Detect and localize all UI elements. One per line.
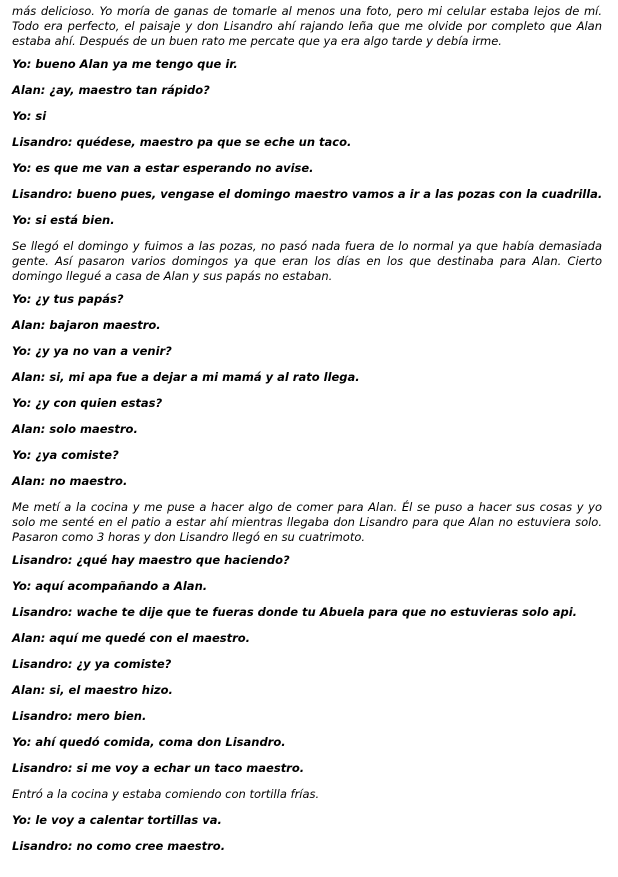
- dialogue-line: Lisandro: mero bien.: [12, 709, 147, 723]
- dialogue-line: Yo: ¿y ya no van a venir?: [12, 344, 172, 358]
- dialogue-line: Lisandro: ¿y ya comiste?: [12, 657, 172, 671]
- dialogue-line: Yo: bueno Alan ya me tengo que ir.: [12, 57, 238, 71]
- dialogue-line: Alan: bajaron maestro.: [12, 318, 161, 332]
- narrative-line: Entró a la cocina y estaba comiendo con tortilla frías.: [12, 787, 320, 801]
- dialogue-line: Lisandro: quédese, maestro pa que se eche un taco.: [12, 135, 352, 149]
- document-page: [12, 4, 602, 865]
- dialogue-line: Yo: es que me van a estar esperando no avise.: [12, 161, 314, 175]
- dialogue-line: Lisandro: ¿qué hay maestro que haciendo?: [12, 553, 290, 567]
- dialogue-line: Alan: ¿ay, maestro tan rápido?: [12, 83, 210, 97]
- dialogue-line: Yo: ¿y tus papás?: [12, 292, 124, 306]
- narrative-paragraph: Se llegó el domingo y fuimos a las pozas, no pasó nada fuera de lo normal ya que había demasiada gente. Así pasaron varios domingos ya que eran los días en los que destinaba para Alan. Cierto domingo llegué a casa de Alan y sus papás no estaban.: [12, 239, 602, 283]
- dialogue-line: Yo: ahí quedó comida, coma don Lisandro.: [12, 735, 286, 749]
- dialogue-line: Alan: solo maestro.: [12, 422, 138, 436]
- narrative-paragraph: Me metí a la cocina y me puse a hacer algo de comer para Alan. Él se puso a hacer sus cosas y yo solo me senté en el patio a estar ahí mientras llegaba don Lisandro para que Alan no estuviera solo. Pasaron como 3 horas y don Lisandro llegó en su cuatrimoto.: [12, 500, 602, 544]
- narrative-paragraph: más delicioso. Yo moría de ganas de tomarle al menos una foto, pero mi celular estaba lejos de mí. Todo era perfecto, el paisaje y don Lisandro ahí rajando leña que me olvide por completo que Alan estaba ahí. Después de un buen rato me percate que ya era algo tarde y debía irme.: [12, 4, 602, 48]
- dialogue-line: Lisandro: si me voy a echar un taco maestro.: [12, 761, 305, 775]
- dialogue-line: Alan: si, el maestro hizo.: [12, 683, 173, 697]
- dialogue-line: Yo: aquí acompañando a Alan.: [12, 579, 208, 593]
- dialogue-line: Yo: ¿ya comiste?: [12, 448, 119, 462]
- dialogue-line: Lisandro: no como cree maestro.: [12, 839, 226, 853]
- dialogue-line: Yo: le voy a calentar tortillas va.: [12, 813, 222, 827]
- dialogue-line: Alan: no maestro.: [12, 474, 128, 488]
- dialogue-line: Alan: si, mi apa fue a dejar a mi mamá y al rato llega.: [12, 370, 360, 384]
- dialogue-line: Lisandro: wache te dije que te fueras donde tu Abuela para que no estuvieras solo api.: [12, 605, 578, 619]
- dialogue-line: Yo: si: [12, 109, 47, 123]
- dialogue-line: Alan: aquí me quedé con el maestro.: [12, 631, 251, 645]
- dialogue-line: Yo: ¿y con quien estas?: [12, 396, 163, 410]
- dialogue-line: Lisandro: bueno pues, vengase el domingo maestro vamos a ir a las pozas con la cuadrilla.: [12, 187, 603, 201]
- dialogue-line: Yo: si está bien.: [12, 213, 115, 227]
